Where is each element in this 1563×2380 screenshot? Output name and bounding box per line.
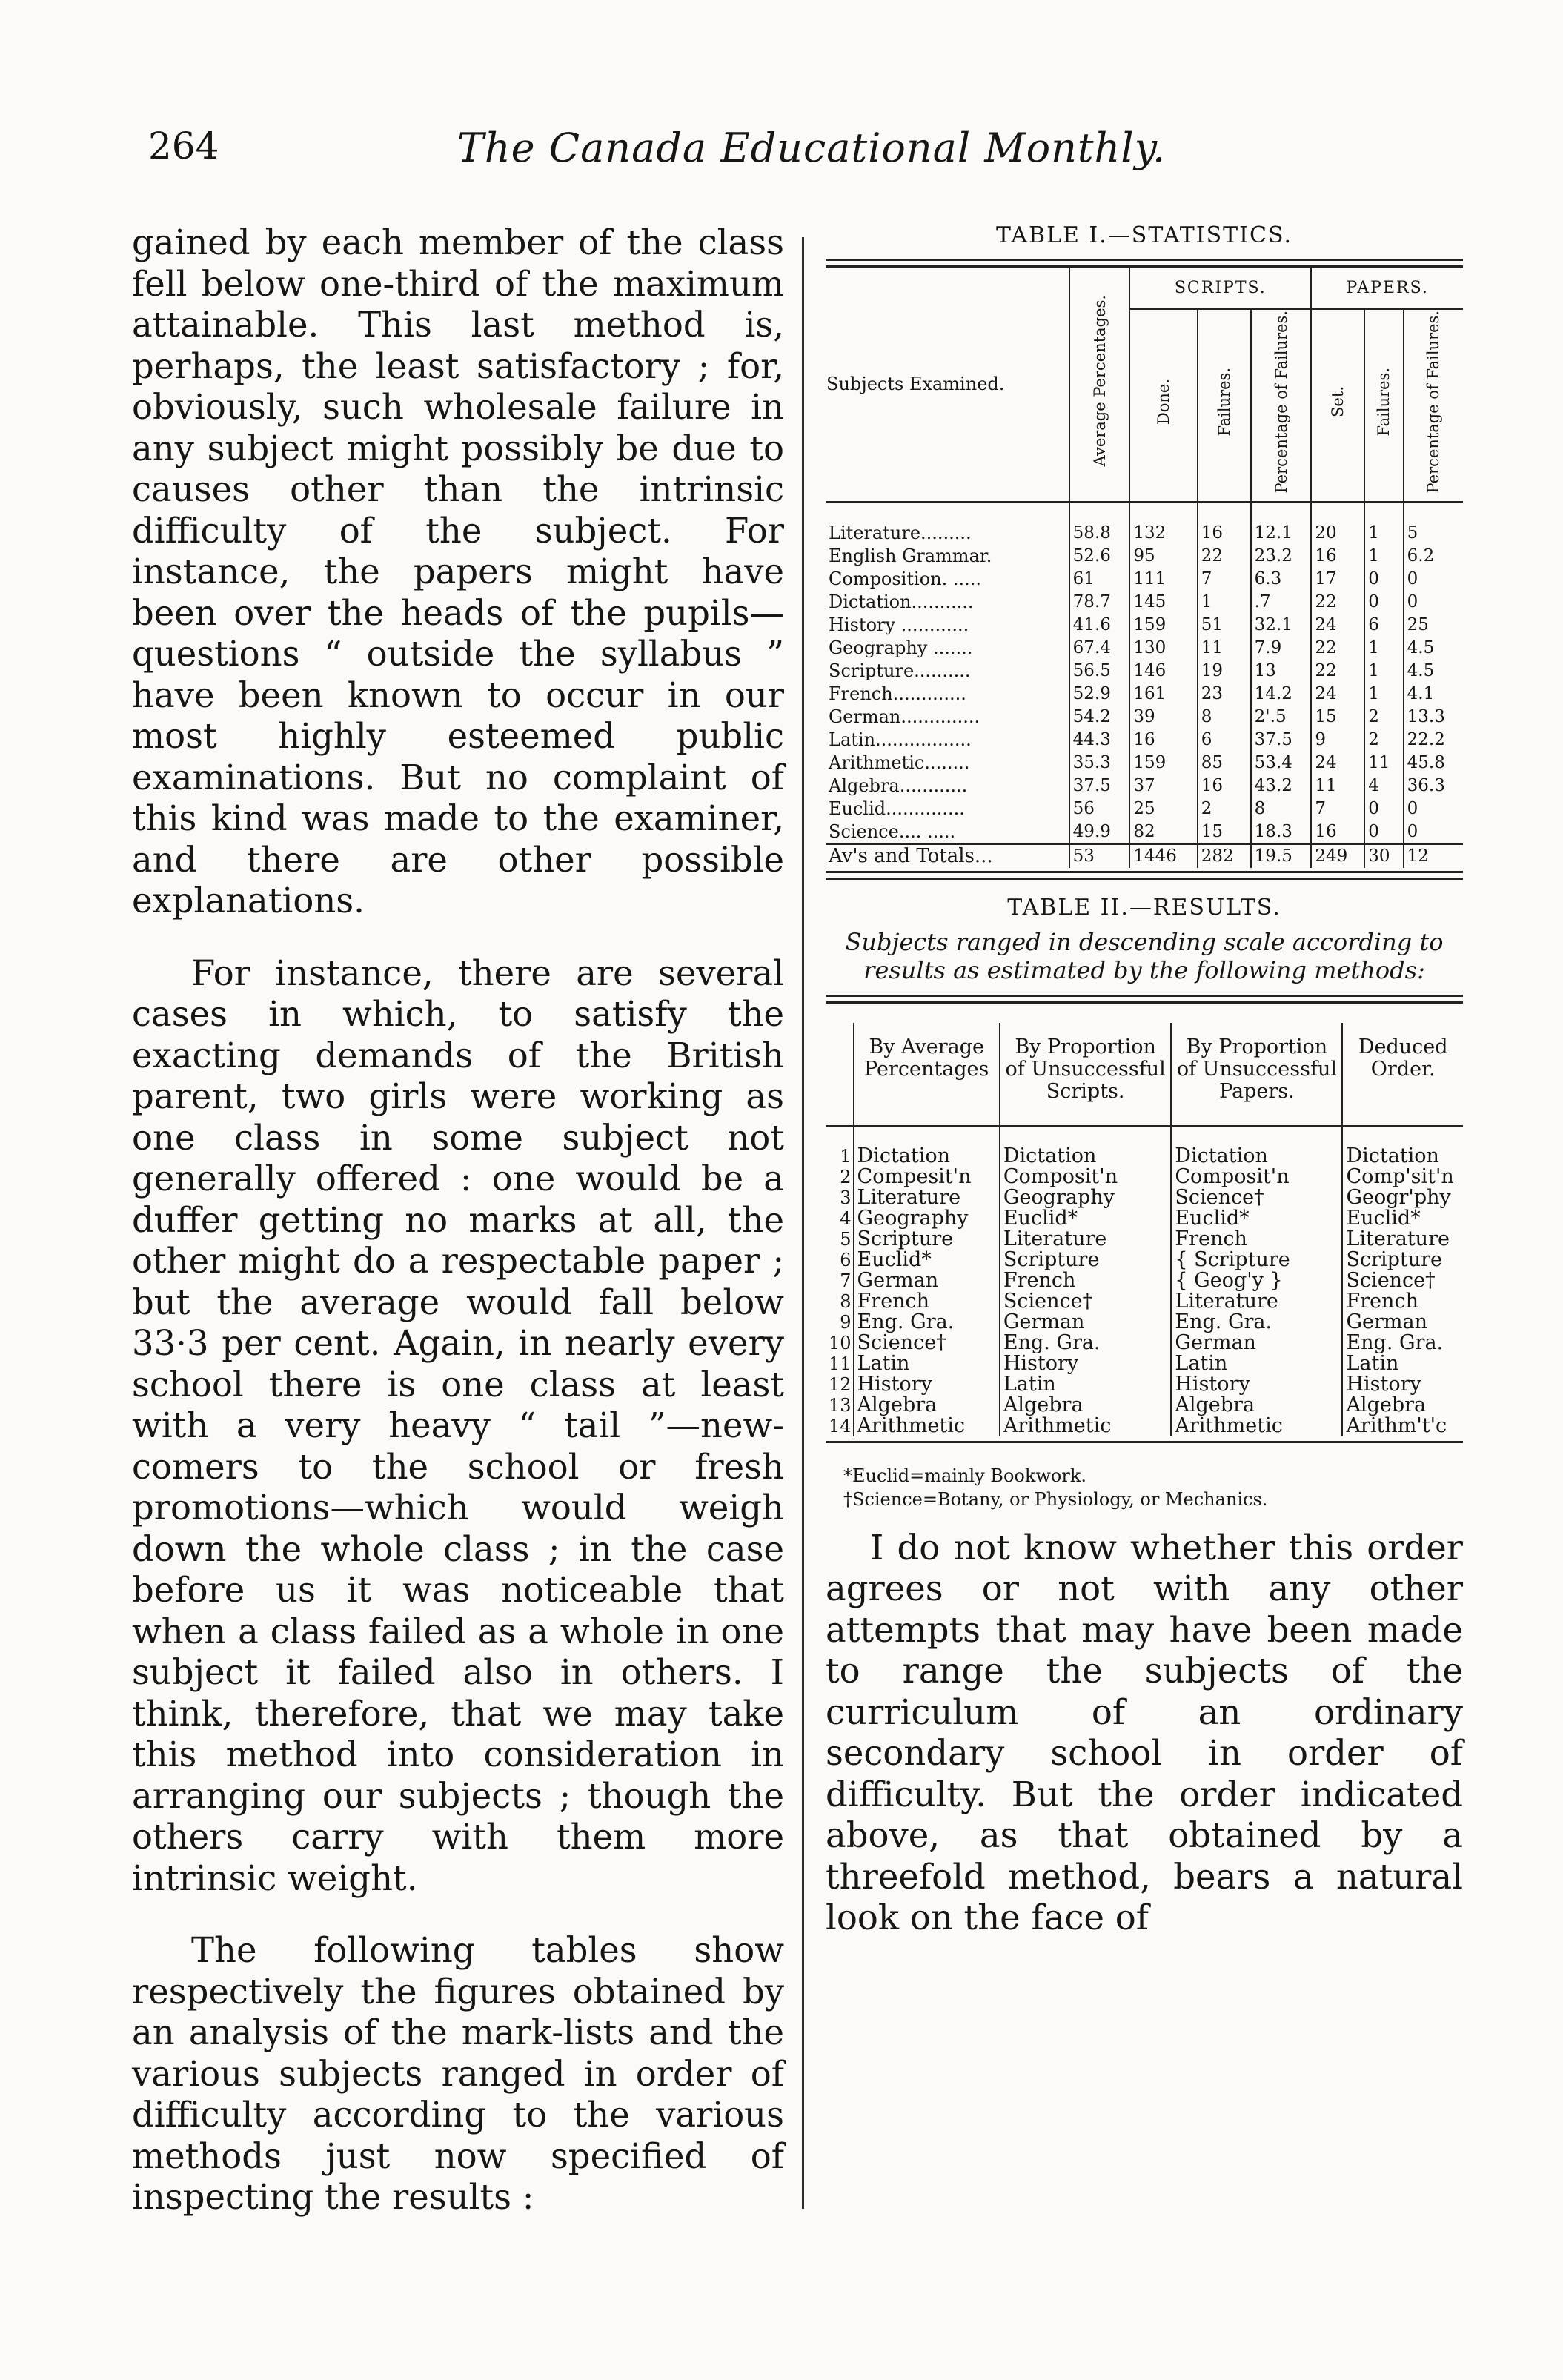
table-row [826,798,1463,821]
paragraph: gained by each member of the class fell below one-third of the maximum attainable. This last method is, perhaps, the least satisfactory ; for, obviously, such wholesale failure in any subject might possibly be due to causes other than the intrinsic difficulty of the subject. For instance, the papers might have been over the heads of the pupils—questions “ outside the syllabus ” have been known to occur in our most highly esteemed public examinations. But no complaint of this kind was made to the examiner, and there are other possible explanations. [132,222,784,921]
cell: 0 [1364,798,1403,821]
subject-cell: Algebra............ [829,775,968,796]
results-body [826,1126,1463,1436]
cell: Composit'n [1171,1167,1342,1187]
cell: Dictation [1342,1126,1463,1167]
cell: Latin [1000,1374,1172,1395]
cell: 0 [1364,591,1403,614]
cell: 37.5 [1251,729,1312,752]
cell: Arithmetic [1171,1416,1342,1436]
cell: 8 [1198,706,1251,729]
cell: 22.2 [1404,729,1463,752]
rank-cell: 2 [840,1166,852,1187]
table-row [826,1333,1463,1353]
paragraph: The following tables show respectively the figures obtained by an analysis of the mark-lists and the various subjects ranged in order of difficulty according to the various methods just now specified of inspecting the results : [132,1930,784,2217]
cell: Algebra [1171,1395,1342,1416]
cell: 61 [1069,568,1130,591]
cell: 161 [1129,683,1197,706]
totals-label: Av's and Totals... [829,844,993,867]
cell: 13 [1251,660,1312,683]
group-scripts: SCRIPTS. [1129,268,1311,309]
table-row [826,1167,1463,1187]
col-paper-pct: Percentage of Failures. [1404,309,1463,502]
cell: History [1000,1353,1172,1374]
rank-cell: 12 [829,1373,852,1395]
cell: 53.4 [1251,752,1312,775]
cell: Eng. Gra. [1000,1333,1172,1353]
col-done: Done. [1129,309,1197,502]
subject-cell: Geography ....... [829,637,973,658]
cell: Literature [1000,1229,1172,1250]
cell: 18.3 [1251,821,1312,844]
statistics-body [826,502,1463,844]
rank-cell: 8 [840,1290,852,1312]
cell: 36.3 [1404,775,1463,798]
cell: Arithm't'c [1342,1416,1463,1436]
cell: 11 [1198,637,1251,660]
footnote-euclid: *Euclid=mainly Bookwork. [843,1465,1087,1486]
cell: Composit'n [1000,1167,1172,1187]
cell: 56.5 [1069,660,1130,683]
cell: 0 [1404,798,1463,821]
cell: 16 [1311,545,1364,568]
rank-cell: 5 [840,1228,852,1250]
cell: 146 [1129,660,1197,683]
cell: 23.2 [1251,545,1312,568]
subject-cell: Science.... ..... [829,821,956,842]
table-row [826,1395,1463,1416]
rank-cell: 4 [840,1207,852,1229]
cell: 0 [1404,591,1463,614]
group-papers: PAPERS. [1311,268,1463,309]
cell: Science† [1171,1187,1342,1208]
col-rank [826,1023,854,1126]
cell: 1 [1364,660,1403,683]
cell: Euclid* [854,1250,1000,1270]
cell: 6 [1198,729,1251,752]
cell: 30 [1364,844,1403,868]
cell: 19.5 [1251,844,1312,868]
rank-cell: 14 [829,1415,852,1436]
table-row [826,1353,1463,1374]
cell: 17 [1311,568,1364,591]
cell: 2 [1198,798,1251,821]
cell: Latin [854,1353,1000,1374]
cell: 45.8 [1404,752,1463,775]
subject-cell: Euclid.............. [829,798,965,819]
cell: Algebra [1342,1395,1463,1416]
rank-cell: 9 [840,1311,852,1333]
cell: Arithmetic [854,1416,1000,1436]
footnotes [826,1464,1463,1511]
table-row [826,1126,1463,1167]
cell: 25 [1129,798,1197,821]
cell: Compesit'n [854,1167,1000,1187]
cell: History [1171,1374,1342,1395]
table-row [826,821,1463,844]
cell: 54.2 [1069,706,1130,729]
cell: 51 [1198,614,1251,637]
rank-cell: 13 [829,1394,852,1416]
cell: Algebra [854,1395,1000,1416]
page-number: 264 [148,125,219,168]
cell: 0 [1364,821,1403,844]
cell: Comp'sit'n [1342,1167,1463,1187]
cell: 4.1 [1404,683,1463,706]
subject-cell: French............. [829,683,966,704]
cell: 5 [1404,502,1463,545]
cell: French [1000,1270,1172,1291]
paragraph: For instance, there are several cases in which, to satisfy the exacting demands of the British parent, two girls were working as one class in some subject not generally offered : one would be a duffer getting no marks at all, the other might do a respectable paper ; but the average would fall below 33·3 per cent. Again, in nearly every school there is one class at least with a very heavy “ tail ”—new-comers to the school or fresh promotions—which would weigh down the whole class ; in the case before us it was noticeable that when a class failed as a whole in one subject it failed also in others. I think, therefore, that we may take this method into consideration in arranging our subjects ; though the others carry with them more intrinsic weight. [132,952,784,1898]
rank-cell: 6 [840,1249,852,1270]
cell: 1 [1198,591,1251,614]
cell: 22 [1311,591,1364,614]
cell: 24 [1311,683,1364,706]
cell: 52.9 [1069,683,1130,706]
subject-cell: German.............. [829,706,980,727]
cell: 1 [1364,545,1403,568]
cell: 1446 [1129,844,1197,868]
cell: Dictation [1171,1126,1342,1167]
rank-cell: 11 [829,1353,852,1374]
cell: Scripture [854,1229,1000,1250]
cell: 4.5 [1404,637,1463,660]
cell: 52.6 [1069,545,1130,568]
cell: 1 [1364,502,1403,545]
table1-caption: TABLE I.—STATISTICS. [995,222,1292,248]
cell: 2 [1364,729,1403,752]
footnote-science: †Science=Botany, or Physiology, or Mechanics. [843,1488,1268,1510]
table-row [826,752,1463,775]
cell: 16 [1129,729,1197,752]
table1-bottom-rule [826,871,1463,880]
cell: 11 [1311,775,1364,798]
cell: { Scripture [1171,1250,1342,1270]
cell: 43.2 [1251,775,1312,798]
cell: 23 [1198,683,1251,706]
cell: 24 [1311,614,1364,637]
cell: 32.1 [1251,614,1312,637]
running-header [148,125,1475,184]
cell: Scripture [1000,1250,1172,1270]
cell: 25 [1404,614,1463,637]
table-row [826,775,1463,798]
cell: Dictation [1000,1126,1172,1167]
subject-cell: History ............ [829,614,969,635]
cell: .7 [1251,591,1312,614]
cell: 2'.5 [1251,706,1312,729]
cell: Arithmetic [1000,1416,1172,1436]
cell: 16 [1311,821,1364,844]
column-divider [802,237,804,2209]
cell: 111 [1129,568,1197,591]
rank-cell: 7 [840,1270,852,1291]
cell: German [1342,1312,1463,1333]
table-row [826,1291,1463,1312]
cell: 13.3 [1404,706,1463,729]
cell: 0 [1404,568,1463,591]
cell: 16 [1198,775,1251,798]
paragraph: I do not know whether this order agrees or not with any other attempts that may have been made to range the subjects of the curriculum of an ordinary secondary school in order of difficulty. But the order indicated above, as that obtained by a threefold method, bears a natural look on the face of [826,1527,1463,1938]
running-title: The Canada Educational Monthly. [457,125,1167,171]
cell: { Geog'y } [1171,1270,1342,1291]
col-by-papers: By Proportion of Unsuccessful Papers. [1171,1023,1342,1126]
cell: 49.9 [1069,821,1130,844]
cell: 7.9 [1251,637,1312,660]
col-set: Set. [1311,309,1364,502]
rank-cell: 1 [840,1145,852,1167]
table-row [826,591,1463,614]
cell: Eng. Gra. [854,1312,1000,1333]
cell: 1 [1364,683,1403,706]
cell: French [1171,1229,1342,1250]
cell: 4.5 [1404,660,1463,683]
cell: 20 [1311,502,1364,545]
cell: Scripture [1342,1250,1463,1270]
cell: 15 [1311,706,1364,729]
cell: 12.1 [1251,502,1312,545]
cell: Science† [854,1333,1000,1353]
table2-subtitle: Subjects ranged in descending scale according to results as estimated by the following methods: [845,927,1444,984]
cell: German [854,1270,1000,1291]
col-paper-failures: Failures. [1364,309,1403,502]
cell: Eng. Gra. [1171,1312,1342,1333]
cell: Geography [1000,1187,1172,1208]
cell: 145 [1129,591,1197,614]
cell: Science† [1342,1270,1463,1291]
cell: 130 [1129,637,1197,660]
rank-cell: 10 [829,1332,852,1353]
cell: 67.4 [1069,637,1130,660]
table-row [826,683,1463,706]
cell: Geogr'phy [1342,1187,1463,1208]
cell: 7 [1311,798,1364,821]
col-subjects: Subjects Examined. [826,373,1005,394]
table-row [826,706,1463,729]
subject-cell: Arithmetic........ [829,752,970,773]
cell: 1 [1364,637,1403,660]
cell: 6.3 [1251,568,1312,591]
cell: Latin [1342,1353,1463,1374]
cell: 22 [1198,545,1251,568]
cell: Literature [1342,1229,1463,1250]
table-row [826,545,1463,568]
cell: Eng. Gra. [1342,1333,1463,1353]
cell: Literature [854,1187,1000,1208]
table-row [826,1187,1463,1208]
cell: Literature [1171,1291,1342,1312]
cell: History [854,1374,1000,1395]
cell: 22 [1311,660,1364,683]
totals-row [826,844,1463,868]
cell: Science† [1000,1291,1172,1312]
subject-cell: Literature......... [829,522,972,543]
cell: 6 [1364,614,1403,637]
cell: 53 [1069,844,1130,868]
cell: French [854,1291,1000,1312]
table-row [826,568,1463,591]
cell: German [1171,1333,1342,1353]
cell: Euclid* [1171,1208,1342,1229]
cell: German [1000,1312,1172,1333]
table2-caption: TABLE II.—RESULTS. [1007,894,1281,921]
table-row [826,1250,1463,1270]
col-failures: Failures. [1198,309,1251,502]
cell: 56 [1069,798,1130,821]
cell: 44.3 [1069,729,1130,752]
col-pct-failures: Percentage of Failures. [1251,309,1312,502]
cell: Euclid* [1000,1208,1172,1229]
cell: 37.5 [1069,775,1130,798]
table-row [826,1416,1463,1436]
cell: 58.8 [1069,502,1130,545]
statistics-table [826,268,1463,868]
left-column [132,222,784,2218]
subject-cell: English Grammar. [829,545,992,566]
col-by-average: By Average Percentages [854,1023,1000,1126]
subject-cell: Dictation........... [829,591,974,612]
table-row [826,729,1463,752]
cell: 41.6 [1069,614,1130,637]
table-row [826,1208,1463,1229]
table-row [826,1229,1463,1250]
cell: 82 [1129,821,1197,844]
cell: 8 [1251,798,1312,821]
table1-top-rule [826,259,1463,268]
cell: 15 [1198,821,1251,844]
cell: 19 [1198,660,1251,683]
cell: 282 [1198,844,1251,868]
cell: Latin [1171,1353,1342,1374]
cell: 39 [1129,706,1197,729]
table2-top-rule [826,995,1463,1004]
table-row [826,614,1463,637]
subject-cell: Latin................. [829,729,972,750]
table-row [826,502,1463,545]
table-row [826,1374,1463,1395]
table-row [826,1270,1463,1291]
cell: 0 [1404,821,1463,844]
subject-cell: Composition. ..... [829,568,982,589]
right-column [826,222,1463,1939]
col-avg: Average Percentages. [1069,268,1130,502]
cell: 7 [1198,568,1251,591]
cell: 132 [1129,502,1197,545]
cell: 9 [1311,729,1364,752]
cell: Geography [854,1208,1000,1229]
table-row [826,637,1463,660]
cell: 24 [1311,752,1364,775]
cell: 2 [1364,706,1403,729]
col-deduced: Deduced Order. [1342,1023,1463,1126]
cell: 159 [1129,614,1197,637]
table-row [826,660,1463,683]
cell: 249 [1311,844,1364,868]
table2-bottom-rule [826,1441,1463,1443]
cell: 6.2 [1404,545,1463,568]
cell: 12 [1404,844,1463,868]
cell: 16 [1198,502,1251,545]
rank-cell: 3 [840,1187,852,1208]
subject-cell: Scripture.......... [829,660,971,681]
cell: 14.2 [1251,683,1312,706]
cell: 78.7 [1069,591,1130,614]
cell: Dictation [854,1126,1000,1167]
cell: 35.3 [1069,752,1130,775]
cell: French [1342,1291,1463,1312]
cell: 4 [1364,775,1403,798]
cell: 159 [1129,752,1197,775]
cell: Algebra [1000,1395,1172,1416]
cell: History [1342,1374,1463,1395]
cell: 22 [1311,637,1364,660]
cell: Euclid* [1342,1208,1463,1229]
cell: 11 [1364,752,1403,775]
col-by-scripts: By Proportion of Unsuccessful Scripts. [1000,1023,1172,1126]
table-row [826,1312,1463,1333]
cell: 85 [1198,752,1251,775]
cell: 0 [1364,568,1403,591]
cell: 37 [1129,775,1197,798]
results-table [826,1023,1463,1436]
cell: 95 [1129,545,1197,568]
